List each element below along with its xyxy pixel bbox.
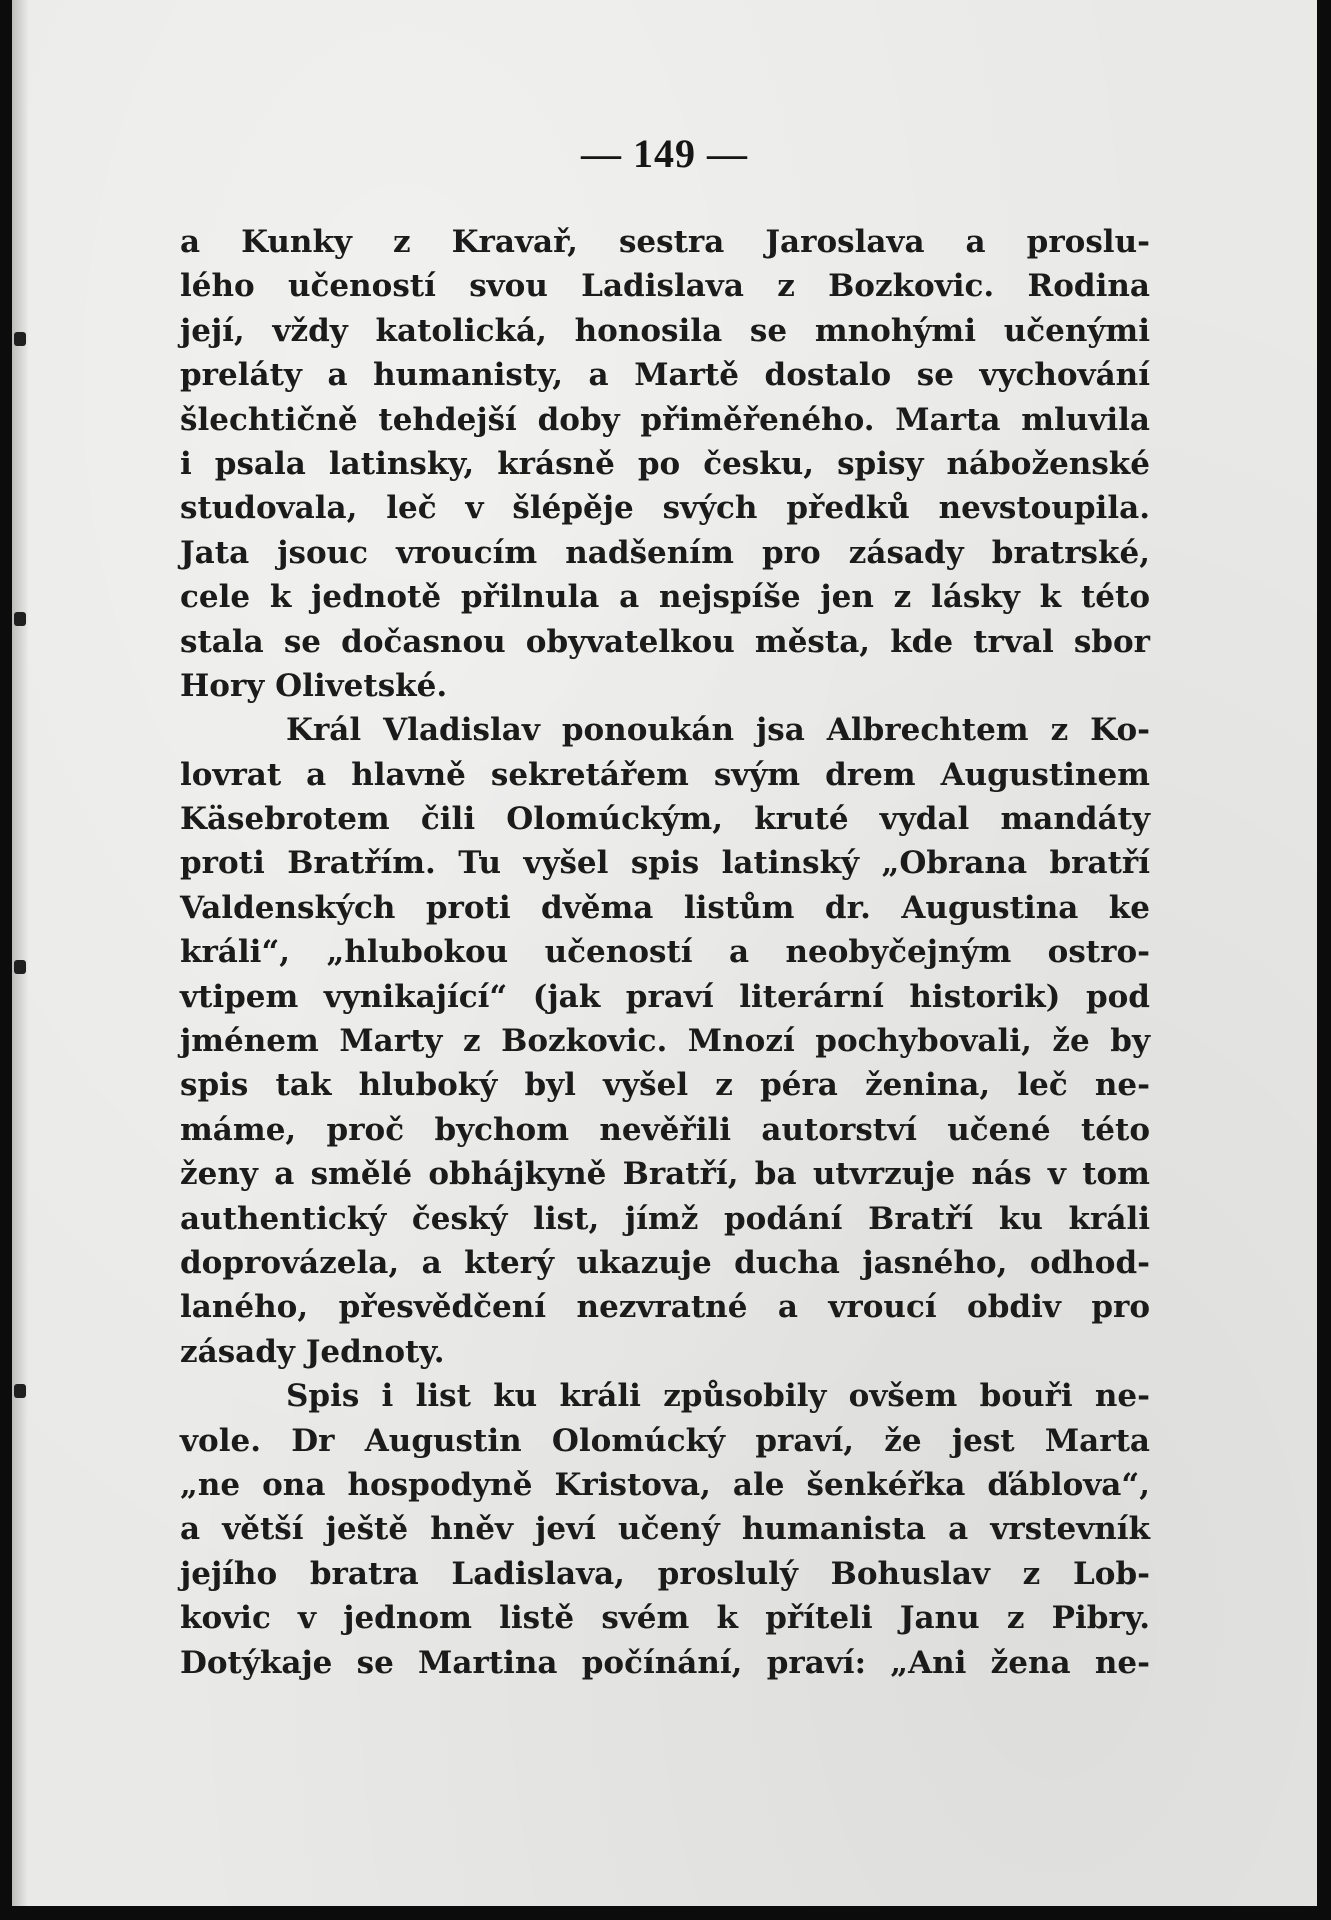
text-line: Valdenských proti dvěma listům dr. Augustina ke <box>180 889 1150 926</box>
binding-mark <box>14 1384 26 1398</box>
text-line: ženy a smělé obhájkyně Bratří, ba utvrzuje nás v tom <box>180 1156 1150 1193</box>
text-line: lého učeností svou Ladislava z Bozkovic. Rodina <box>180 268 1150 305</box>
text-line: Käsebrotem čili Olomúckým, kruté vydal mandáty <box>180 801 1150 838</box>
text-line: Král Vladislav ponoukán jsa Albrechtem z Ko- <box>286 712 1150 749</box>
text-line: vtipem vynikající“ (jak praví literární historik) pod <box>180 978 1150 1015</box>
text-line: lovrat a hlavně sekretářem svým drem Augustinem <box>180 756 1150 793</box>
text-line: doprovázela, a který ukazuje ducha jasného, odhod- <box>180 1244 1150 1281</box>
binding-mark <box>14 612 26 626</box>
text-line: cele k jednotě přilnula a nejspíše jen z lásky k této <box>180 579 1150 616</box>
text-line: Jata jsouc vroucím nadšením pro zásady bratrské, <box>180 534 1150 571</box>
text-line: stala se dočasnou obyvatelkou města, kde trval sbor <box>180 623 1150 660</box>
text-line: vole. Dr Augustin Olomúcký praví, že jest Marta <box>180 1422 1150 1459</box>
text-line: šlechtičně tehdejší doby přiměřeného. Marta mluvila <box>180 401 1150 438</box>
text-line: proti Bratřím. Tu vyšel spis latinský „Obrana bratří <box>180 845 1150 882</box>
text-line: máme, proč bychom nevěřili autorství učené této <box>180 1111 1150 1148</box>
text-line: jejího bratra Ladislava, proslulý Bohuslav z Lob- <box>180 1555 1150 1592</box>
text-line: studovala, leč v šlépěje svých předků nevstoupila. <box>180 490 1150 527</box>
page-binding-edge <box>12 0 28 1906</box>
page-number: — 149 — <box>581 131 748 176</box>
text-line: authentický český list, jímž podání Bratří ku králi <box>180 1200 1150 1237</box>
text-line: Hory Olivetské. <box>180 667 448 704</box>
binding-mark <box>14 332 26 346</box>
body-text <box>180 220 1150 1685</box>
text-line: a Kunky z Kravař, sestra Jaroslava a proslu- <box>180 224 1150 260</box>
text-line: králi“, „hlubokou učeností a neobyčejným ostro- <box>180 934 1150 971</box>
text-line: „ne ona hospodyně Kristova, ale šenkéřka ďáblova“, <box>180 1466 1150 1503</box>
text-line: zásady Jednoty. <box>180 1333 445 1370</box>
text-line: i psala latinsky, krásně po česku, spisy náboženské <box>180 445 1150 482</box>
text-line: spis tak hluboký byl vyšel z péra ženina, leč ne- <box>180 1067 1150 1104</box>
text-line: jménem Marty z Bozkovic. Mnozí pochybovali, že by <box>180 1023 1150 1060</box>
text-line: její, vždy katolická, honosila se mnohými učenými <box>180 312 1150 349</box>
text-line: kovic v jednom listě svém k příteli Janu z Pibry. <box>180 1600 1150 1637</box>
binding-mark <box>14 960 26 974</box>
text-line: Spis i list ku králi způsobily ovšem bouři ne- <box>286 1378 1150 1415</box>
text-line: preláty a humanisty, a Martě dostalo se vychování <box>180 357 1150 394</box>
text-line: Dotýkaje se Martina počínání, praví: „Ani žena ne- <box>180 1644 1150 1681</box>
text-line: a větší ještě hněv jeví učený humanista a vrstevník <box>180 1511 1150 1548</box>
book-page <box>12 0 1317 1906</box>
text-line: laného, přesvědčení nezvratné a vroucí obdiv pro <box>180 1289 1150 1326</box>
